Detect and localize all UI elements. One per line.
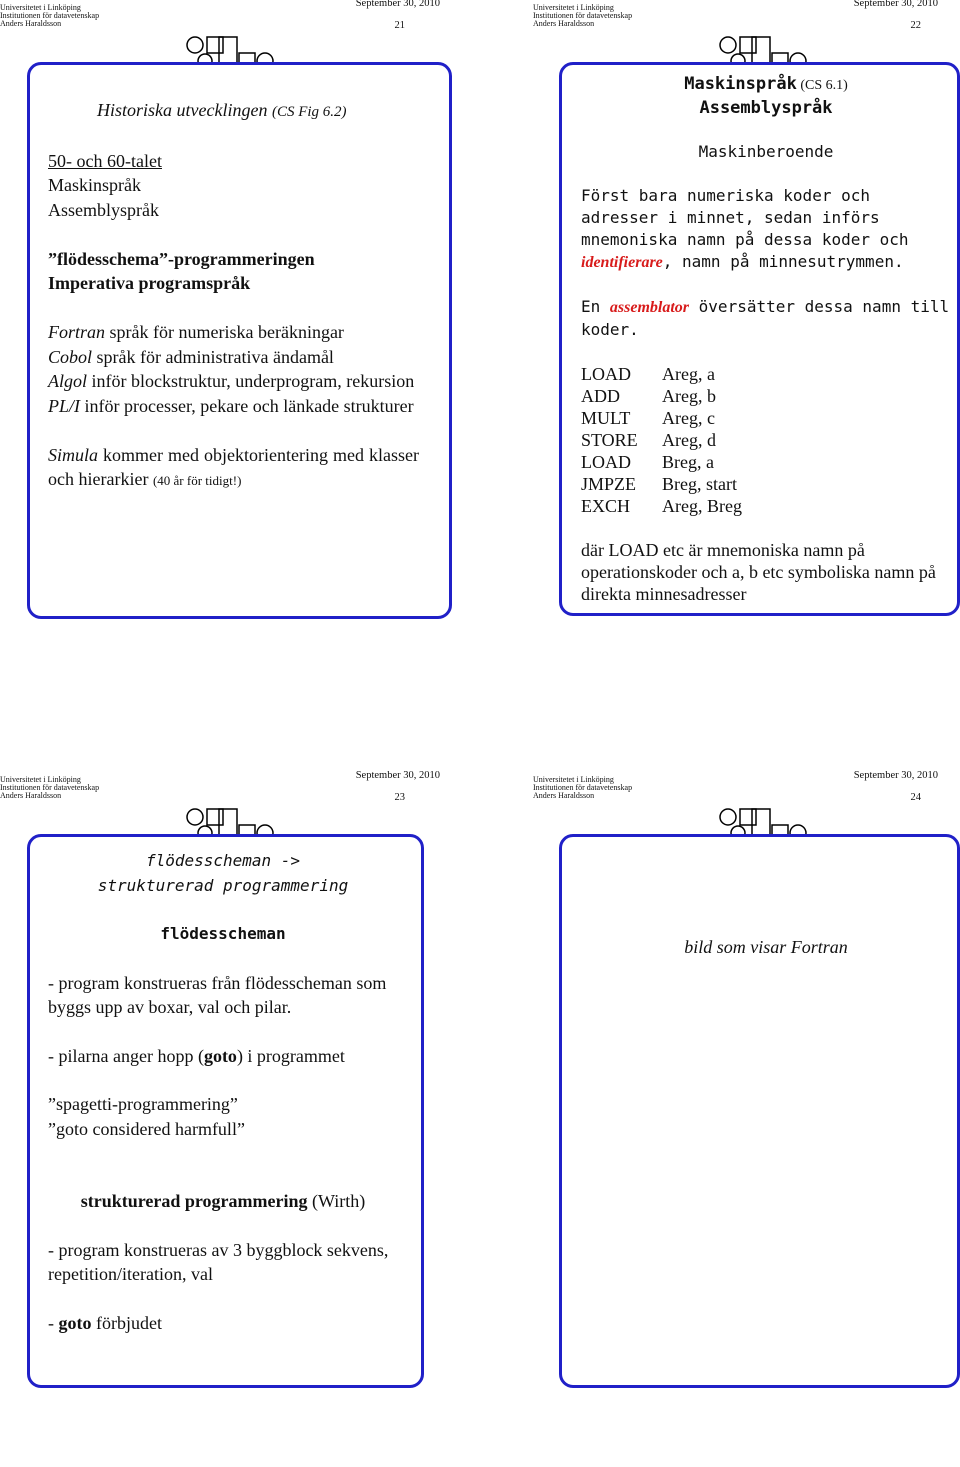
code-row xyxy=(581,407,742,429)
image-placeholder-caption: bild som visar Fortran xyxy=(684,937,848,957)
paragraph-footer: där LOAD etc är mnemoniska namn på operationskoder och a, b etc symboliska namn på direkta minnesadresser xyxy=(581,540,936,604)
code-opcode: EXCH xyxy=(581,496,630,516)
slide-frame xyxy=(559,834,960,1388)
code-row xyxy=(581,495,742,517)
org-department: Institutionen för datavetenskap xyxy=(533,783,633,792)
org-university: Universitetet i Linköping xyxy=(0,3,81,12)
slide-content xyxy=(48,98,419,494)
era-label: 50- och 60-talet xyxy=(48,150,162,171)
code-opcode: STORE xyxy=(581,430,638,450)
date: September 30, 2010 xyxy=(355,770,440,781)
list-item: - goto förbjudet xyxy=(48,1312,162,1333)
page-number: 21 xyxy=(394,20,405,31)
language-simula: Simula kommer med objektorientering med klasser och hierarkier (40 år för tidigt!) xyxy=(48,444,419,489)
language-fortran: Fortran språk för numeriska beräkningar xyxy=(48,322,344,342)
paragraph-mnemonics: Först bara numeriska koder och adresser i minnet, sedan införs mnemoniska namn på dessa koder och identifierare, namn på minnesutrymmen. xyxy=(581,186,909,271)
org-university: Universitetet i Linköping xyxy=(533,775,614,784)
slide-23 xyxy=(0,772,480,1467)
era-line: Maskinspråk xyxy=(48,175,141,195)
quote-spaghetti: ”spagetti-programmering” xyxy=(48,1094,238,1114)
flowchart-heading: ”flödesschema”-programmeringen xyxy=(48,248,315,269)
organization xyxy=(0,4,99,28)
list-item: - pilarna anger hopp (goto) i programmet xyxy=(48,1045,345,1066)
language-algol: Algol inför blockstruktur, underprogram, rekursion xyxy=(48,371,415,391)
slide-22 xyxy=(533,0,960,695)
org-author: Anders Haraldsson xyxy=(533,791,595,800)
assembly-code xyxy=(581,363,742,517)
org-university: Universitetet i Linköping xyxy=(533,3,614,12)
code-operands: Areg, Breg xyxy=(662,496,742,516)
org-university: Universitetet i Linköping xyxy=(0,775,81,784)
slide-title-line2: strukturerad programmering xyxy=(97,875,349,895)
slide-21 xyxy=(0,0,480,695)
code-operands: Areg, b xyxy=(662,386,716,406)
slide-24 xyxy=(533,772,960,1467)
slide-title: Historiska utvecklingen (CS Fig 6.2) xyxy=(97,100,347,120)
organization xyxy=(533,4,632,28)
code-operands: Breg, start xyxy=(662,474,737,494)
date: September 30, 2010 xyxy=(853,770,938,781)
code-opcode: LOAD xyxy=(581,364,631,384)
code-operands: Areg, d xyxy=(662,430,716,450)
code-row xyxy=(581,451,742,473)
code-opcode: JMPZE xyxy=(581,474,637,494)
paragraph-assembler: En assemblator översätter dessa namn till koder. xyxy=(581,297,950,339)
code-operands: Breg, a xyxy=(662,452,714,472)
page-number: 23 xyxy=(394,792,405,803)
page-number: 22 xyxy=(910,20,921,31)
org-department: Institutionen för datavetenskap xyxy=(0,783,100,792)
code-row xyxy=(581,385,742,407)
code-operands: Areg, a xyxy=(662,364,715,384)
slide-title: flödesscheman -> xyxy=(145,851,301,870)
code-row xyxy=(581,363,742,385)
imperative-heading: Imperativa programspråk xyxy=(48,273,251,293)
code-opcode: LOAD xyxy=(581,452,631,472)
slide-subtitle: Assemblyspråk xyxy=(699,98,833,118)
heading-structured: strukturerad programmering (Wirth) xyxy=(80,1191,366,1211)
slide-title: Maskinspråk (CS 6.1) xyxy=(684,74,848,94)
list-item: - program konstrueras av 3 byggblock sekvens, repetition/iteration, val xyxy=(48,1239,389,1284)
machine-dependent-label: Maskinberoende xyxy=(698,142,834,161)
date: September 30, 2010 xyxy=(355,0,440,9)
date: September 30, 2010 xyxy=(853,0,938,9)
quote-goto: ”goto considered harmfull” xyxy=(48,1118,245,1139)
slide-content xyxy=(581,935,951,960)
organization xyxy=(0,776,99,800)
code-row xyxy=(581,473,742,495)
code-row xyxy=(581,429,742,451)
org-author: Anders Haraldsson xyxy=(0,19,62,28)
era-line: Assemblyspråk xyxy=(48,199,159,220)
slide-content xyxy=(48,849,398,1335)
slide-content xyxy=(581,73,951,605)
org-author: Anders Haraldsson xyxy=(0,791,62,800)
language-cobol: Cobol språk för administrativa ändamål xyxy=(48,346,334,367)
heading-flowcharts: flödesscheman xyxy=(160,924,286,943)
list-item: - program konstrueras från flödesscheman som byggs upp av boxar, val och pilar. xyxy=(48,972,387,1017)
code-operands: Areg, c xyxy=(662,408,715,428)
language-pl1: PL/I inför processer, pekare och länkade strukturer xyxy=(48,395,414,416)
org-department: Institutionen för datavetenskap xyxy=(0,11,100,20)
organization xyxy=(533,776,632,800)
org-author: Anders Haraldsson xyxy=(533,19,595,28)
org-department: Institutionen för datavetenskap xyxy=(533,11,633,20)
code-opcode: ADD xyxy=(581,386,620,406)
code-opcode: MULT xyxy=(581,408,631,428)
page-number: 24 xyxy=(910,792,921,803)
